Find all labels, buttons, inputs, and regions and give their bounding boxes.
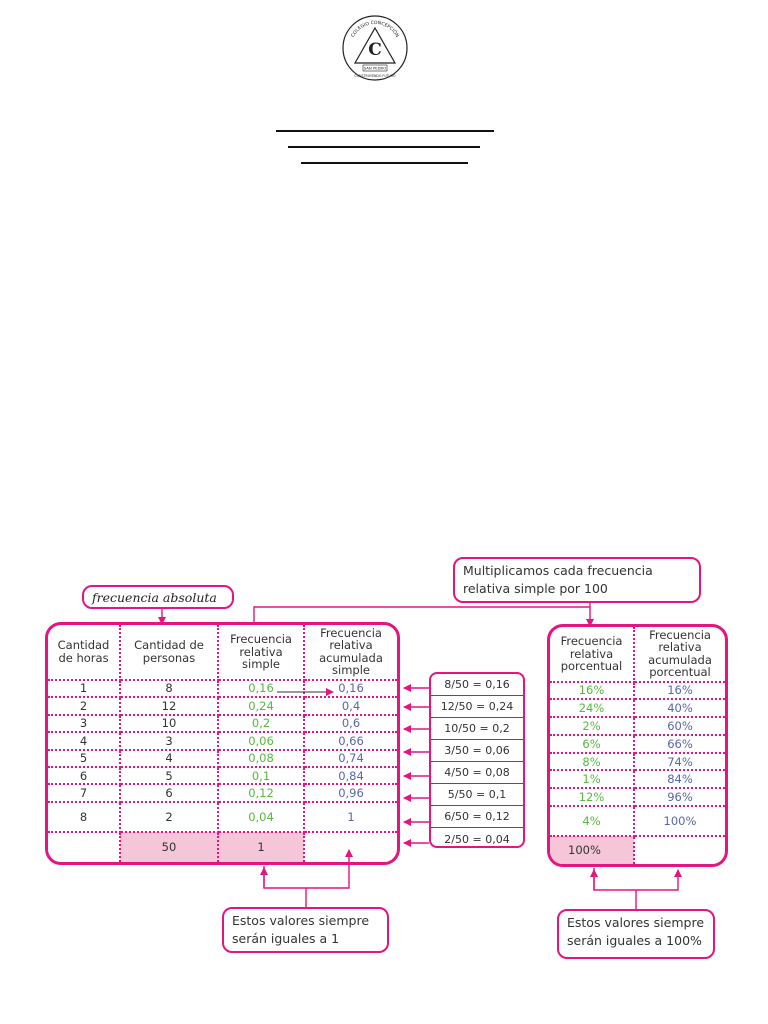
callout-sum-hundred: Estos valores siempre serán iguales a 100% [557,909,715,959]
absolute-frequency-label: frecuencia absoluta [82,585,234,609]
header-relative-cumulative: Frecuencia relativa acumulada simple [304,625,397,680]
table-row: 2% 60% [550,717,725,735]
title-rule-3 [301,162,468,164]
list-item: 2/50 = 0,04 [444,832,510,846]
logo-monogram: C [368,40,382,60]
header-cumulative-percent: Frecuencia relativa acumulada porcentual [634,627,725,682]
list-item: 5/50 = 0,1 [431,784,523,806]
header-relative-simple: Frecuencia relativa simple [218,625,304,680]
list-item: 6/50 = 0,12 [431,806,523,828]
list-item: 10/50 = 0,2 [431,718,523,740]
callout-sum-one: Estos valores siempre serán iguales a 1 [222,907,389,953]
frequency-table [48,625,397,862]
header-people: Cantidad de personas [120,625,218,680]
table-row: 8% 74% [550,753,725,771]
table-row: 7 6 0,12 0,96 [48,784,397,802]
title-rule-1 [276,130,494,132]
right-table-frame [547,624,728,867]
left-table-frame [45,622,400,865]
total-relative: 1 [218,832,304,862]
school-logo [341,14,409,82]
logo-top-text: COLEGIO CONCEPCIÓN [350,20,400,39]
list-item: 12/50 = 0,24 [431,696,523,718]
table-row: 6% 66% [550,735,725,753]
table-row: 1% 84% [550,770,725,788]
table-row: 5 4 0,08 0,74 [48,750,397,767]
fractions-list [429,672,525,848]
table-row: 4 3 0,06 0,66 [48,732,397,749]
header-relative-percent: Frecuencia relativa porcentual [550,627,634,682]
totals-row [48,832,397,862]
table-row: 2 12 0,24 0,4 [48,697,397,714]
list-item: 8/50 = 0,16 [431,674,523,696]
header-hours: Cantidad de horas [48,625,120,680]
table-row: 3 10 0,2 0,6 [48,715,397,732]
logo-tagline: CONSTRUYENDO FUTURO [354,74,396,78]
table-row: 16% 16% [550,682,725,700]
table-row: 24% 40% [550,699,725,717]
logo-bottom-text: SAN PEDRO [363,65,387,71]
total-people: 50 [120,832,218,862]
table-row: 8 2 0,04 1 [48,802,397,832]
table-row: 1 8 0,16 0,16 [48,680,397,697]
list-item: 3/50 = 0,06 [431,740,523,762]
table-row: 12% 96% [550,788,725,806]
table-row: 6 5 0,1 0,84 [48,767,397,784]
percentage-table [550,627,725,864]
total-percent: 100% [550,836,634,864]
list-item: 4/50 = 0,08 [431,762,523,784]
title-rule-2 [288,146,480,148]
totals-row [550,836,725,864]
multiply-callout: Multiplicamos cada frecuencia relativa simple por 100 [453,557,701,603]
table-row: 4% 100% [550,806,725,836]
